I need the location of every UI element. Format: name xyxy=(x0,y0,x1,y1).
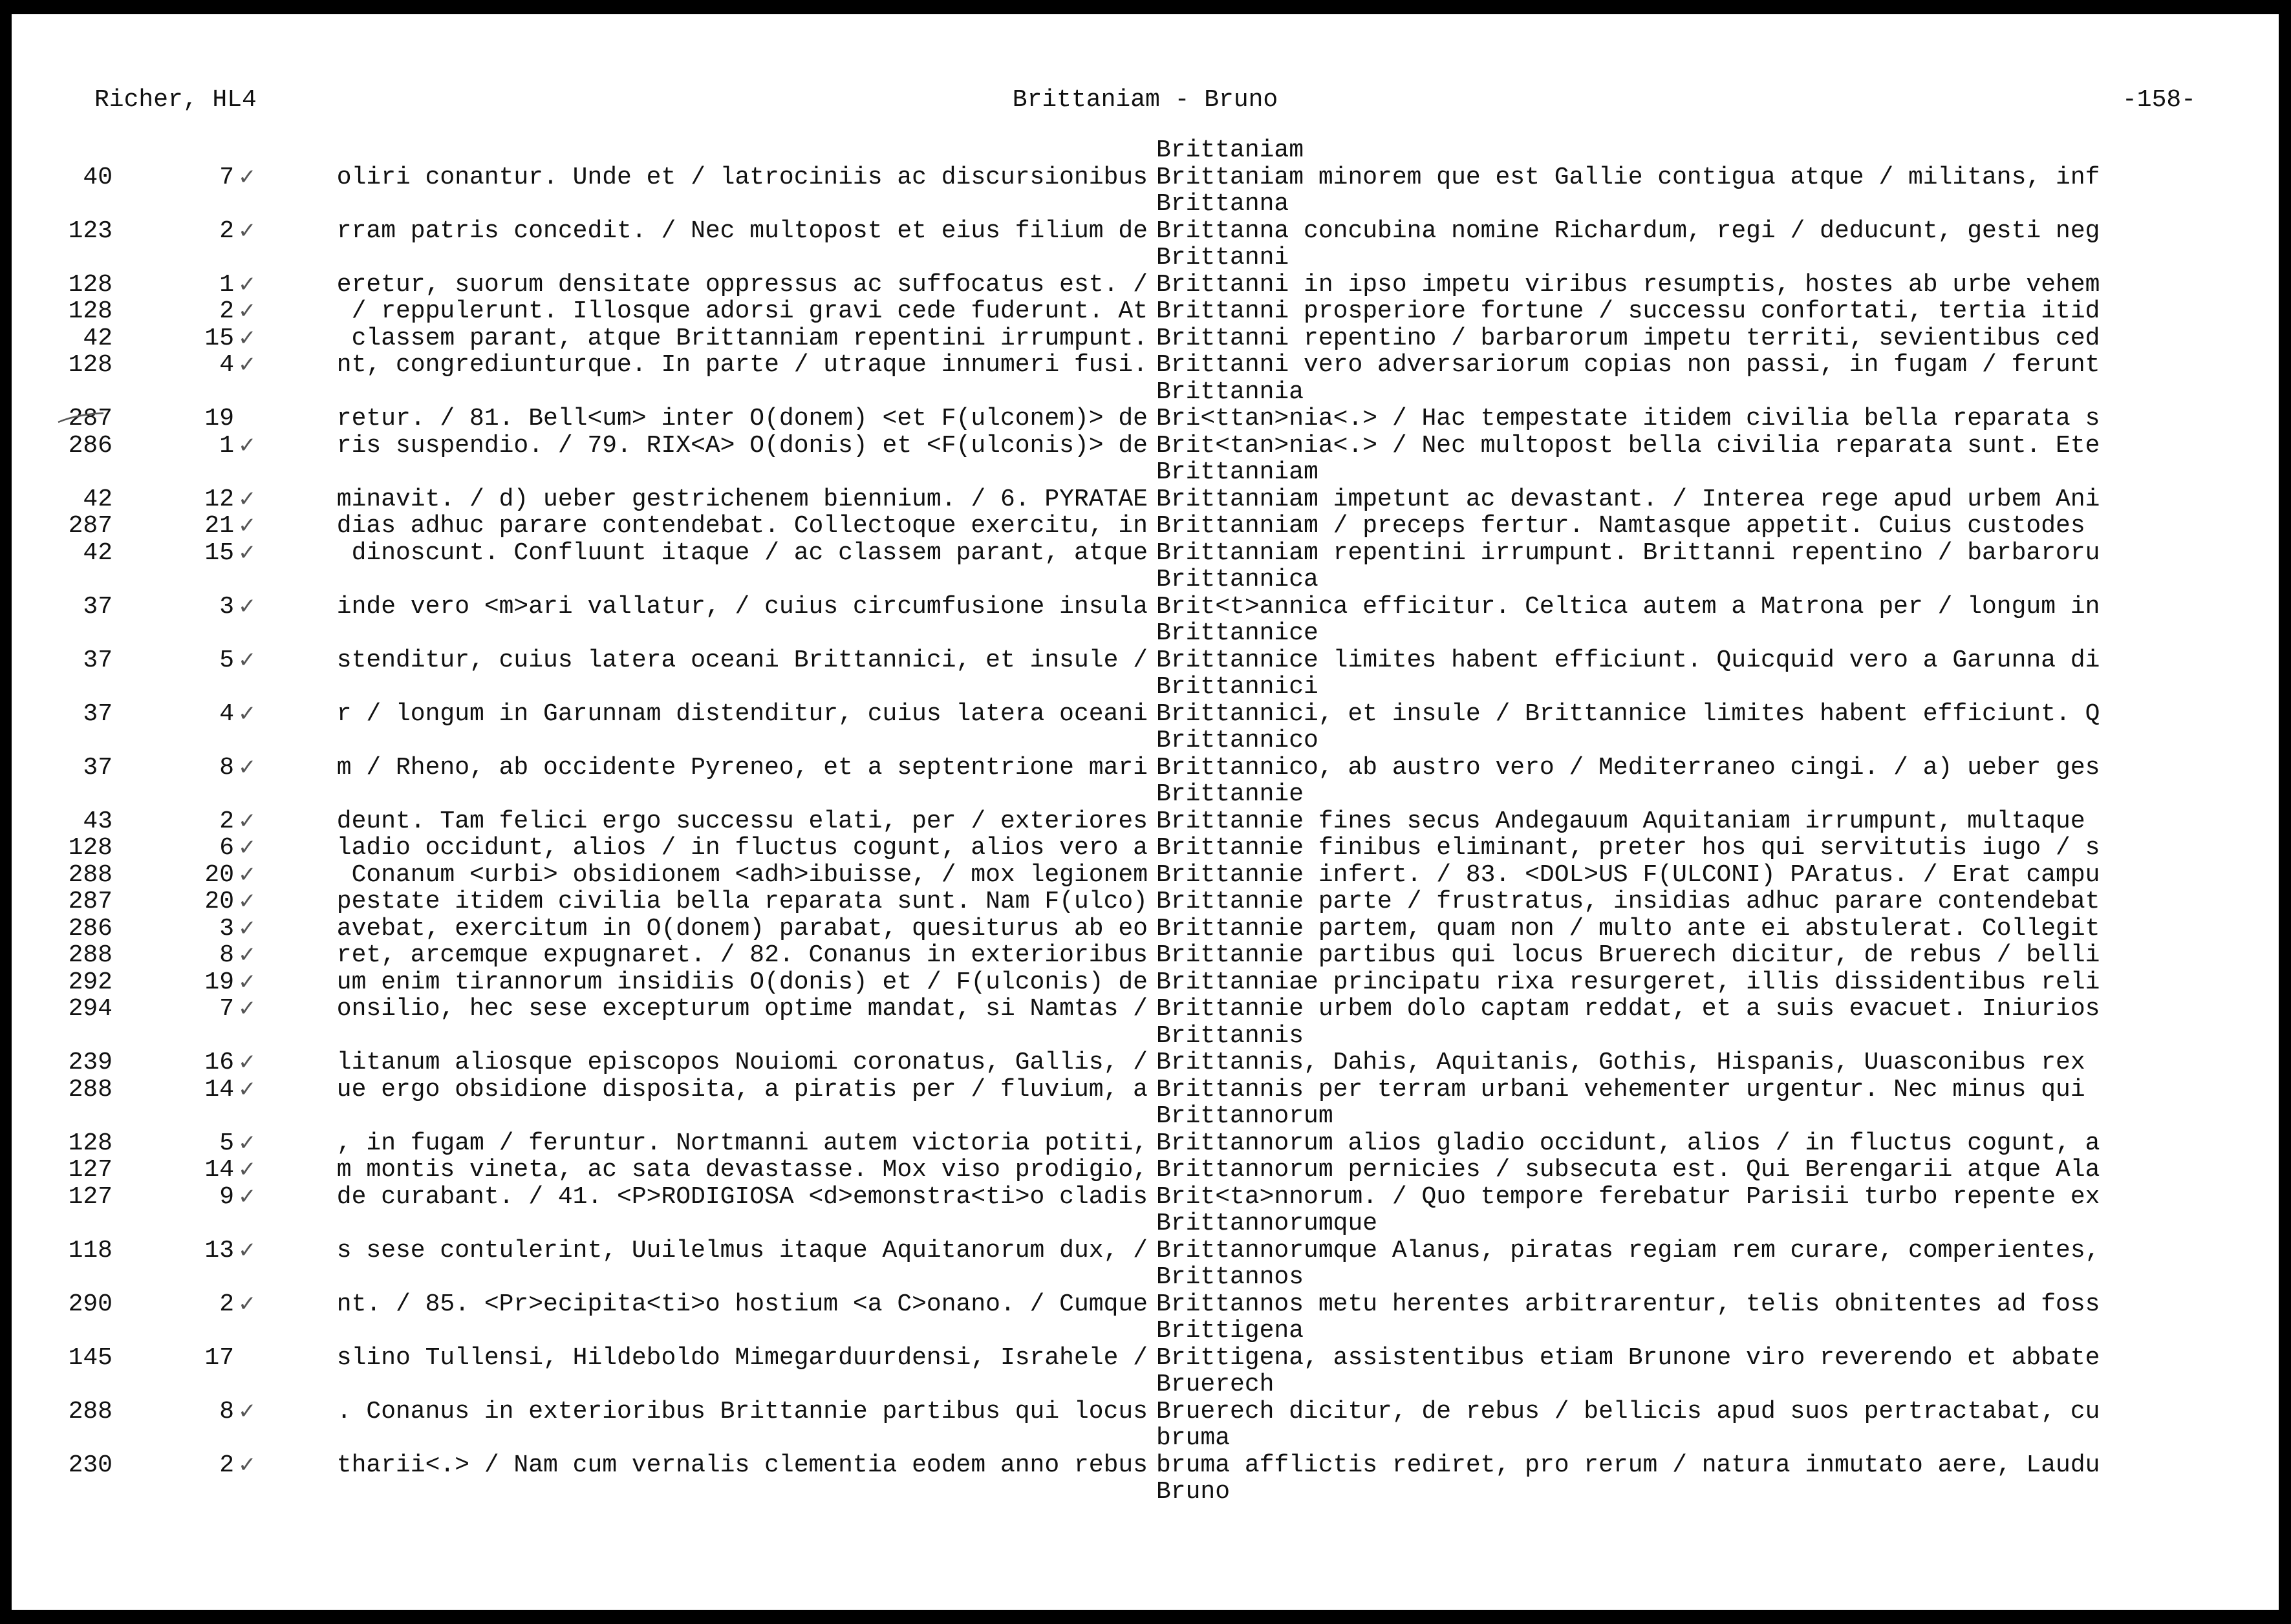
right-context: Brittannie finibus eliminant, preter hos qui servitutis iugo / s xyxy=(1156,835,2100,862)
left-context: ret, arcemque expugnaret. / 82. Conanus in exterioribus xyxy=(336,942,1148,969)
keyword-group xyxy=(12,191,2279,244)
keyword-heading: Brittannos xyxy=(1156,1263,1304,1291)
right-context: Brittanniam / preceps fertur. Namtasque appetit. Cuius custodes xyxy=(1156,513,2085,540)
page-number: 127 xyxy=(68,1156,113,1184)
page-number: 37 xyxy=(83,646,113,674)
keyword-heading: Brittannia xyxy=(1156,378,1304,406)
page-number: 288 xyxy=(68,1075,113,1104)
line-number: 15 xyxy=(204,324,234,352)
right-context: Brittanni in ipso impetu viribus resumptis, hostes ab urbe vehem xyxy=(1156,271,2100,298)
keyword-group xyxy=(12,244,2279,379)
keyword-heading: Brittannice xyxy=(1156,619,1318,647)
check-mark: ✓ xyxy=(238,593,257,619)
check-mark: ✓ xyxy=(238,861,257,888)
page-number: 128 xyxy=(68,834,113,862)
line-number: 7 xyxy=(219,163,234,191)
page-number: 42 xyxy=(83,539,113,567)
right-context: Brittannie urbem dolo captam reddat, et a suis evacuet. Iniurios xyxy=(1156,996,2100,1023)
left-context: nt, congrediunturque. In parte / utraque innumeri fusi. xyxy=(336,352,1148,379)
concordance-row xyxy=(12,1184,2279,1211)
concordance-row xyxy=(12,1345,2279,1372)
check-mark: ✓ xyxy=(238,432,257,458)
concordance-row xyxy=(12,1237,2279,1265)
page-number: 287 xyxy=(68,512,113,540)
page-number: 37 xyxy=(83,753,113,782)
check-mark: ✓ xyxy=(238,915,257,941)
line-number: 3 xyxy=(219,592,234,621)
page-number: 128 xyxy=(68,351,113,379)
page-number: 37 xyxy=(83,592,113,621)
check-mark: ✓ xyxy=(238,352,257,378)
concordance-row xyxy=(12,1291,2279,1318)
right-context: Brittannie parte / frustratus, insidias adhuc parare contendebat xyxy=(1156,888,2100,915)
left-context: / reppulerunt. Illosque adorsi gravi cede fuderunt. At xyxy=(351,298,1148,325)
right-context: Brittannorum alios gladio occidunt, alios / in fluctus cogunt, a xyxy=(1156,1129,2100,1157)
concordance-row xyxy=(12,835,2279,862)
check-mark: ✓ xyxy=(238,298,257,324)
left-context: eretur, suorum densitate oppressus ac suffocatus est. / xyxy=(336,271,1148,298)
page-number: 118 xyxy=(68,1236,113,1265)
right-context: Brittigena, assistentibus etiam Brunone viro reverendo et abbate xyxy=(1156,1344,2100,1371)
check-mark: ✓ xyxy=(238,942,257,968)
page-number: 123 xyxy=(68,217,113,245)
line-number: 2 xyxy=(219,1451,234,1479)
check-mark: ✓ xyxy=(238,1237,257,1263)
right-context: Brittanniae principatu rixa resurgeret, illis dissidentibus reli xyxy=(1156,968,2100,996)
right-context: Brittannie partibus qui locus Bruerech dicitur, de rebus / belli xyxy=(1156,942,2100,969)
check-mark: ✓ xyxy=(238,486,257,512)
line-number: 12 xyxy=(204,485,234,513)
keyword-group xyxy=(12,727,2279,781)
right-context: Brittanniam repentini irrumpunt. Brittanni repentino / barbaroru xyxy=(1156,539,2100,566)
concordance-page xyxy=(12,14,2279,1610)
check-mark: ✓ xyxy=(238,888,257,914)
concordance-row xyxy=(12,701,2279,728)
check-mark: ✓ xyxy=(238,1049,257,1075)
check-mark: ✓ xyxy=(238,996,257,1021)
concordance-row xyxy=(12,808,2279,835)
line-number: 14 xyxy=(204,1156,234,1184)
page-number: 128 xyxy=(68,297,113,325)
concordance-row xyxy=(12,647,2279,674)
keyword-heading: Brittanna xyxy=(1156,190,1289,218)
left-context: nt. / 85. <Pr>ecipita<ti>o hostium <a C>onano. / Cumque xyxy=(336,1290,1148,1318)
right-context: Brittanna concubina nomine Richardum, regi / deducunt, gesti neg xyxy=(1156,217,2100,244)
line-number: 1 xyxy=(219,431,234,460)
page-number: 288 xyxy=(68,860,113,889)
line-number: 5 xyxy=(219,1129,234,1157)
keyword-group xyxy=(12,1479,2279,1506)
keyword-group xyxy=(12,781,2279,1023)
page-number: 294 xyxy=(68,995,113,1023)
left-context: slino Tullensi, Hildeboldo Mimegarduurdensi, Israhele / xyxy=(336,1344,1148,1371)
line-number: 17 xyxy=(204,1343,234,1372)
line-number: 7 xyxy=(219,995,234,1023)
left-context: inde vero <m>ari vallatur, / cuius circumfusione insula xyxy=(336,593,1148,620)
page-number: 288 xyxy=(68,941,113,969)
left-context: m montis vineta, ac sata devastasse. Mox viso prodigio, xyxy=(336,1157,1148,1184)
keyword-group xyxy=(12,1264,2279,1318)
page-number: 288 xyxy=(68,1397,113,1426)
concordance-row xyxy=(12,754,2279,782)
line-number: 2 xyxy=(219,297,234,325)
concordance-row xyxy=(12,486,2279,513)
keyword-group xyxy=(12,1425,2279,1479)
keyword-group xyxy=(12,459,2279,566)
line-number: 19 xyxy=(204,968,234,996)
left-context: Conanum <urbi> obsidionem <adh>ibuisse, / mox legionem xyxy=(351,861,1148,888)
left-context: stenditur, cuius latera oceani Brittannici, et insule / xyxy=(336,646,1148,674)
concordance-row xyxy=(12,1049,2279,1076)
line-number: 1 xyxy=(219,270,234,299)
right-context: Brit<ta>nnorum. / Quo tempore ferebatur Parisii turbo repente ex xyxy=(1156,1183,2100,1210)
keyword-heading: Brittannis xyxy=(1156,1021,1304,1050)
right-context: Brittannorum pernicies / subsecuta est. Qui Berengarii atque Ala xyxy=(1156,1157,2100,1184)
check-mark: ✓ xyxy=(238,835,257,860)
check-mark: ✓ xyxy=(238,217,257,244)
right-context: Bruerech dicitur, de rebus / bellicis apud suos pertractabat, cu xyxy=(1156,1398,2100,1425)
keyword-heading: bruma xyxy=(1156,1424,1231,1452)
keyword-heading: Brittanniam xyxy=(1156,458,1318,486)
keyword-group xyxy=(12,620,2279,674)
left-context: pestate itidem civilia bella reparata sunt. Nam F(ulco) xyxy=(336,888,1148,915)
keyword-heading: Brittanni xyxy=(1156,244,1289,272)
keyword-heading: Bruno xyxy=(1156,1478,1231,1506)
keyword-group xyxy=(12,1103,2279,1210)
page-number: 37 xyxy=(83,700,113,728)
check-mark: ✓ xyxy=(238,1157,257,1182)
line-number: 19 xyxy=(204,405,234,433)
concordance-row xyxy=(12,862,2279,889)
left-context: classem parant, atque Brittanniam repentini irrumpunt. xyxy=(351,325,1148,352)
concordance-row xyxy=(12,1157,2279,1184)
line-number: 13 xyxy=(204,1236,234,1265)
check-mark: ✓ xyxy=(238,1451,257,1478)
keyword-heading: Brittannica xyxy=(1156,566,1318,593)
line-number: 8 xyxy=(219,941,234,969)
page-number: 127 xyxy=(68,1182,113,1211)
line-number: 9 xyxy=(219,1182,234,1211)
left-context: ue ergo obsidione disposita, a piratis per / fluvium, a xyxy=(336,1076,1148,1103)
concordance-row xyxy=(12,540,2279,567)
concordance-body xyxy=(12,137,2279,1506)
left-context: dinoscunt. Confluunt itaque / ac classem parant, atque xyxy=(351,539,1148,566)
keyword-heading: Brittannie xyxy=(1156,780,1304,808)
left-context: retur. / 81. Bell<um> inter O(donem) <et F(ulconem)> de xyxy=(336,405,1148,433)
left-context: deunt. Tam felici ergo successu elati, per / exteriores xyxy=(336,807,1148,835)
left-context: ris suspendio. / 79. RIX<A> O(donis) et <F(ulconis)> de xyxy=(336,432,1148,459)
concordance-row xyxy=(12,352,2279,379)
right-context: Brittannis per terram urbani vehementer urgentur. Nec minus qui xyxy=(1156,1076,2085,1103)
right-context: Brittaniam minorem que est Gallie contigua atque / militans, inf xyxy=(1156,164,2100,191)
check-mark: ✓ xyxy=(238,325,257,351)
page-number: 40 xyxy=(83,163,113,191)
keyword-heading: Brittannico xyxy=(1156,727,1318,754)
concordance-row xyxy=(12,1452,2279,1479)
line-number: 4 xyxy=(219,700,234,728)
keyword-group xyxy=(12,1318,2279,1371)
concordance-row xyxy=(12,942,2279,969)
page-number: 286 xyxy=(68,431,113,460)
right-context: Brittannos metu herentes arbitrarentur, telis obnitentes ad foss xyxy=(1156,1290,2100,1318)
page-number: 42 xyxy=(83,485,113,513)
check-mark: ✓ xyxy=(238,807,257,834)
check-mark: ✓ xyxy=(238,754,257,780)
right-context: Bri<ttan>nia<.> / Hac tempestate itidem civilia bella reparata s xyxy=(1156,405,2100,433)
keyword-heading: Brittigena xyxy=(1156,1317,1304,1345)
keyword-group xyxy=(12,1371,2279,1425)
left-context: ladio occidunt, alios / in fluctus cogunt, alios vero a xyxy=(336,835,1148,862)
concordance-row xyxy=(12,1398,2279,1426)
line-number: 15 xyxy=(204,539,234,567)
page-number: 287 xyxy=(68,405,113,433)
line-number: 6 xyxy=(219,834,234,862)
concordance-row xyxy=(12,218,2279,245)
right-context: Brittanni repentino / barbarorum impetu territi, sevientibus ced xyxy=(1156,325,2100,352)
left-context: litanum aliosque episcopos Nouiomi coronatus, Gallis, / xyxy=(336,1049,1148,1076)
concordance-row xyxy=(12,1130,2279,1157)
check-mark: ✓ xyxy=(238,539,257,566)
page-number: 286 xyxy=(68,914,113,943)
left-context: onsilio, hec sese excepturum optime mandat, si Namtas / xyxy=(336,996,1148,1023)
page-number: 42 xyxy=(83,324,113,352)
header-range: Brittaniam - Bruno xyxy=(1012,86,1278,114)
keyword-heading: Brittannici xyxy=(1156,673,1318,701)
check-mark: ✓ xyxy=(238,1076,257,1102)
check-mark: ✓ xyxy=(238,1290,257,1317)
check-mark: ✓ xyxy=(238,513,257,539)
right-context: Brittanniam impetunt ac devastant. / Interea rege apud urbem Ani xyxy=(1156,486,2100,513)
line-number: 2 xyxy=(219,1290,234,1318)
keyword-heading: Brittaniam xyxy=(1156,136,1304,164)
line-number: 3 xyxy=(219,914,234,943)
keyword-group xyxy=(12,566,2279,620)
check-mark: ✓ xyxy=(238,968,257,995)
left-context: tharii<.> / Nam cum vernalis clementia eodem anno rebus xyxy=(336,1451,1148,1479)
check-mark: ✓ xyxy=(238,1398,257,1424)
concordance-row xyxy=(12,164,2279,191)
page-number: 292 xyxy=(68,968,113,996)
line-number: 8 xyxy=(219,1397,234,1426)
keyword-heading: Brittannorumque xyxy=(1156,1210,1378,1237)
right-context: Brittannico, ab austro vero / Mediterraneo cingi. / a) ueber ges xyxy=(1156,754,2100,781)
check-mark: ✓ xyxy=(238,700,257,727)
concordance-row xyxy=(12,915,2279,943)
left-context: m / Rheno, ab occidente Pyreneo, et a septentrione mari xyxy=(336,754,1148,781)
left-context: de curabant. / 41. <P>RODIGIOSA <d>emonstra<ti>o cladis xyxy=(336,1183,1148,1210)
check-mark: ✓ xyxy=(238,1183,257,1210)
concordance-row xyxy=(12,405,2279,433)
page-number: 230 xyxy=(68,1451,113,1479)
page-number: 128 xyxy=(68,1129,113,1157)
line-number: 16 xyxy=(204,1049,234,1076)
keyword-group xyxy=(12,1023,2279,1104)
concordance-row xyxy=(12,996,2279,1023)
header-source: Richer, HL4 xyxy=(94,86,257,114)
left-context: minavit. / d) ueber gestrichenem biennium. / 6. PYRATAE xyxy=(336,486,1148,513)
concordance-row xyxy=(12,513,2279,540)
header-page-number: -158- xyxy=(2122,86,2196,114)
check-mark: ✓ xyxy=(238,1129,257,1156)
line-number: 2 xyxy=(219,807,234,835)
line-number: 4 xyxy=(219,351,234,379)
right-context: Brittannici, et insule / Brittannice limites habent efficiunt. Q xyxy=(1156,700,2100,727)
handwritten-dash-mark xyxy=(57,408,105,427)
right-context: Brittannie partem, quam non / multo ante ei abstulerat. Collegit xyxy=(1156,915,2100,942)
check-mark: ✓ xyxy=(238,271,257,297)
left-context: dias adhuc parare contendebat. Collectoque exercitu, in xyxy=(336,513,1148,540)
page-number: 239 xyxy=(68,1049,113,1076)
left-context: avebat, exercitum in O(donem) parabat, quesiturus ab eo xyxy=(336,915,1148,942)
right-context: Brittannie infert. / 83. <DOL>US F(ULCONI) PAratus. / Erat campu xyxy=(1156,861,2100,888)
left-context: r / longum in Garunnam distenditur, cuius latera oceani xyxy=(336,700,1148,727)
line-number: 5 xyxy=(219,646,234,674)
page-number: 290 xyxy=(68,1290,113,1318)
page-header xyxy=(12,84,2279,116)
concordance-row xyxy=(12,325,2279,352)
line-number: 2 xyxy=(219,217,234,245)
check-mark: ✓ xyxy=(238,646,257,673)
left-context: . Conanus in exterioribus Brittannie partibus qui locus xyxy=(336,1398,1148,1425)
right-context: Brittanni prosperiore fortune / successu confortati, tertia itid xyxy=(1156,298,2100,325)
left-context: rram patris concedit. / Nec multopost et eius filium de xyxy=(336,217,1148,244)
check-mark: ✓ xyxy=(238,164,257,190)
concordance-row xyxy=(12,298,2279,325)
keyword-group xyxy=(12,1210,2279,1264)
left-context: s sese contulerint, Uuilelmus itaque Aquitanorum dux, / xyxy=(336,1237,1148,1264)
page-number: 43 xyxy=(83,807,113,835)
right-context: bruma afflictis rediret, pro rerum / natura inmutato aere, Laudu xyxy=(1156,1451,2100,1479)
line-number: 8 xyxy=(219,753,234,782)
right-context: Brittannice limites habent efficiunt. Quicquid vero a Garunna di xyxy=(1156,646,2100,674)
keyword-heading: Bruerech xyxy=(1156,1371,1275,1398)
concordance-row xyxy=(12,888,2279,915)
keyword-group xyxy=(12,137,2279,191)
concordance-row xyxy=(12,593,2279,621)
keyword-group xyxy=(12,379,2279,460)
line-number: 20 xyxy=(204,888,234,915)
concordance-row xyxy=(12,433,2279,460)
right-context: Brittannorumque Alanus, piratas regiam rem curare, comperientes, xyxy=(1156,1237,2100,1264)
right-context: Brit<tan>nia<.> / Nec multopost bella civilia reparata sunt. Ete xyxy=(1156,432,2100,459)
keyword-group xyxy=(12,674,2279,727)
right-context: Brittannie fines secus Andegauum Aquitaniam irrumpunt, multaque xyxy=(1156,807,2085,835)
concordance-row xyxy=(12,1076,2279,1104)
keyword-heading: Brittannorum xyxy=(1156,1102,1333,1130)
left-context: , in fugam / feruntur. Nortmanni autem victoria potiti, xyxy=(336,1129,1148,1157)
concordance-row xyxy=(12,969,2279,996)
concordance-row xyxy=(12,272,2279,299)
line-number: 21 xyxy=(204,512,234,540)
page-number: 128 xyxy=(68,270,113,299)
line-number: 20 xyxy=(204,860,234,889)
right-context: Brit<t>annica efficitur. Celtica autem a Matrona per / longum in xyxy=(1156,593,2100,620)
page-number: 145 xyxy=(68,1343,113,1372)
right-context: Brittanni vero adversariorum copias non passi, in fugam / ferunt xyxy=(1156,352,2100,379)
page-number: 287 xyxy=(68,888,113,915)
left-context: oliri conantur. Unde et / latrociniis ac discursionibus xyxy=(336,164,1148,191)
right-context: Brittannis, Dahis, Aquitanis, Gothis, Hispanis, Uuasconibus rex xyxy=(1156,1049,2085,1076)
line-number: 14 xyxy=(204,1075,234,1104)
left-context: um enim tirannorum insidiis O(donis) et / F(ulconis) de xyxy=(336,968,1148,996)
